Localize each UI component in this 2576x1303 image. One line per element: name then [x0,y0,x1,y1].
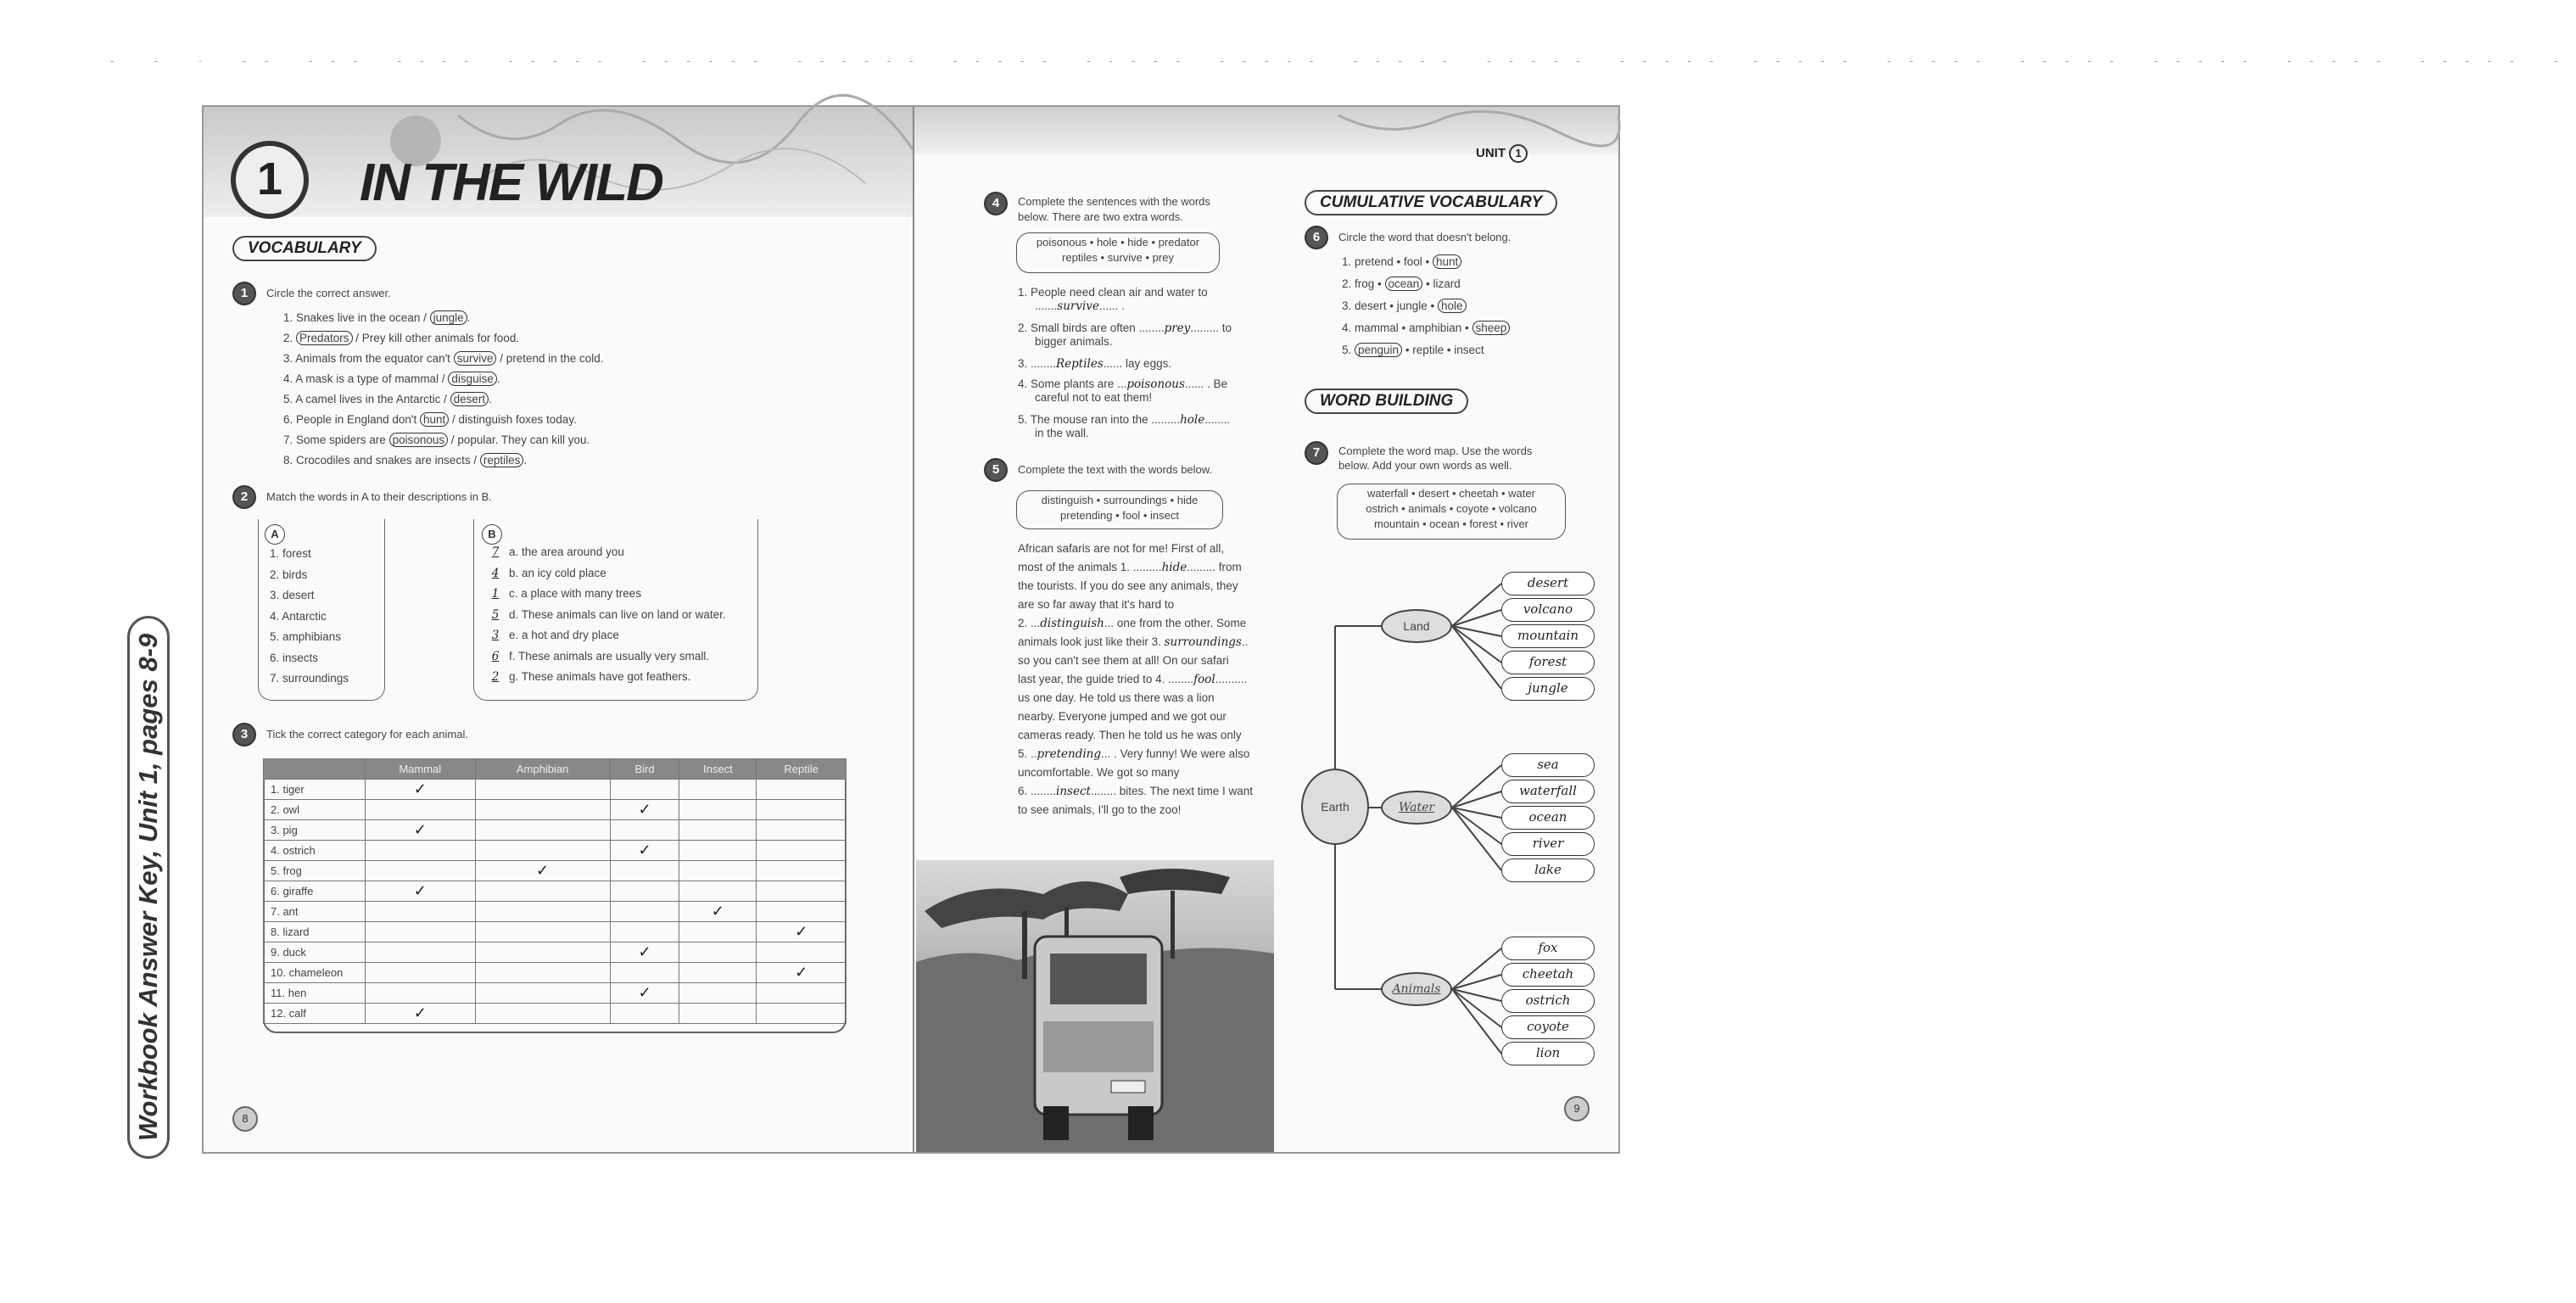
ex5-answer: fool [1193,673,1215,686]
category-cell [366,841,476,861]
category-cell [679,820,757,841]
ex1-item-text: / pretend in the cold. [496,352,604,365]
ex1-item [283,392,492,406]
category-cell: ✓ [366,881,476,902]
ex6-circled-answer: penguin [1355,343,1402,357]
ex1-item-text: 5. A camel lives in the Antarctic / [283,393,450,405]
ex1-item [283,433,590,447]
word-map-word: lake [1501,858,1595,882]
match-answer: 2 [491,670,500,684]
word-map-word: ocean [1501,806,1595,830]
table-row [264,861,847,881]
animal-name: 4. ostrich [264,841,366,861]
exercise-5-number: 5 [984,458,1008,482]
ex4-answer-1: .......survive...... . [1035,299,1125,313]
category-cell [366,922,476,942]
ex5-text: .. [1241,635,1249,648]
category-cell: ✓ [475,861,610,881]
match-answer: 5 [491,607,500,622]
ex5-text: the tourists. If you do see any animals, they [1018,579,1238,592]
column-a-item: 7. surroundings [270,672,349,685]
ex4-sentence-4: 4. Some plants are ...poisonous...... . Be [1018,377,1228,391]
ex5-text-line [1018,747,1249,762]
ex1-item [283,310,470,325]
word-map-word: coyote [1501,1015,1595,1039]
category-cell [757,780,847,800]
ex5-text: 6. ........ [1018,785,1057,797]
ex1-item-text: . [523,454,528,467]
exercise-2-instruction: Match the words in A to their descriptions in B. [266,490,492,503]
ex1-circled-answer: reptiles [480,453,524,467]
column-b-item [482,566,606,581]
category-cell: ✓ [610,841,679,861]
ex6-item-text: 3. desert • jungle • [1342,299,1439,312]
cumulative-vocabulary-heading: CUMULATIVE VOCABULARY [1305,190,1557,215]
category-cell [757,820,847,841]
category-cell [757,942,847,963]
ex1-circled-answer: disguise [448,372,497,386]
category-cell [366,963,476,983]
ex5-text: 2. ... [1018,617,1041,629]
word-map-word: fox [1501,937,1595,960]
category-cell [679,800,757,820]
ex6-circled-answer: hunt [1433,254,1461,269]
ex6-circled-answer: sheep [1472,321,1511,335]
ex4-sentence-2b: bigger animals. [1035,335,1113,348]
ex5-text-line [1018,784,1253,799]
category-cell [366,942,476,963]
column-b-item [482,628,619,643]
category-cell: ✓ [757,963,847,983]
category-cell [679,780,757,800]
category-cell: ✓ [679,902,757,922]
ex5-text-line [1018,691,1215,705]
match-description: e. a hot and dry place [509,629,619,641]
ex6-circled-answer: ocean [1385,277,1423,291]
match-description: f. These animals are usually very small. [509,649,710,663]
ex6-item-text: 1. pretend • fool • [1342,255,1433,268]
column-b-item [482,669,690,685]
unit-title: IN THE WILD [360,154,662,212]
category-cell: ✓ [366,1004,476,1024]
word-map-word: jungle [1501,677,1595,701]
table-header: Mammal [366,759,476,780]
word-map-word: forest [1501,651,1595,674]
ex5-text: to see animals, I'll go to the zoo! [1018,803,1182,816]
page-fold [913,107,914,1152]
ex5-text-line [1018,672,1247,687]
ex5-text: ... one from the other. Some [1104,617,1247,629]
ex6-item [1342,299,1467,313]
ex5-text: us one day. He told us there was a lion [1018,691,1215,704]
exercise-4-word-box: poisonous • hole • hide • predator reptiles • survive • prey [1016,232,1220,273]
table-row [264,841,847,861]
exercise-1-number: 1 [232,282,256,305]
category-cell: ✓ [366,820,476,841]
table-header: Insect [679,759,757,780]
category-cell [679,841,757,861]
category-cell [679,1004,757,1024]
category-cell [475,942,610,963]
word-map-word: volcano [1501,598,1595,622]
match-answer: 1 [491,587,500,601]
category-cell [475,800,610,820]
ex1-item-text: . [489,393,492,405]
animal-name: 10. chameleon [264,963,366,983]
ex1-item [283,412,577,427]
ex1-item-text: . [496,372,500,385]
word-map-connector [1452,948,1501,989]
word-building-heading: WORD BUILDING [1305,389,1468,414]
category-cell [757,881,847,902]
word-map-root: Earth [1301,769,1369,845]
category-cell [475,820,610,841]
exercise-6-instruction: Circle the word that doesn't belong. [1338,231,1512,243]
category-cell [679,963,757,983]
ex5-text-line [1018,541,1224,556]
category-cell [610,820,679,841]
exercise-7-instruction-1: Complete the word map. Use the words [1338,445,1533,457]
word-map-word: sea [1501,753,1595,777]
table-row [264,942,847,963]
ex5-text-line [1018,728,1242,742]
category-cell [757,841,847,861]
ex5-text: cameras ready. Then he told us he was only [1018,729,1242,741]
ex5-text-line [1018,560,1242,575]
ex5-text: animals look just like their 3. [1018,635,1165,648]
animal-name: 3. pig [264,820,366,841]
category-cell: ✓ [366,780,476,800]
exercise-4-instruction-2: below. There are two extra words. [1018,210,1183,223]
ex5-answer: pretending [1037,747,1102,761]
ex1-item [283,453,527,467]
table-row [264,963,847,983]
ex6-item-text: 2. frog • [1342,277,1385,290]
category-cell [679,942,757,963]
column-a-item: 3. desert [270,589,315,601]
exercise-5-word-box: distinguish • surroundings • hide pretending • fool • insect [1016,490,1223,529]
category-cell: ✓ [610,983,679,1004]
ex1-item-text: 4. A mask is a type of mammal / [283,372,449,385]
exercise-6-number: 6 [1305,226,1328,249]
exercise-7-word-box: waterfall • desert • cheetah • water ostrich • animals • coyote • volcano mountain • ocean • forest • river [1337,484,1566,540]
word-map-animals-node: Animals [1381,972,1452,1006]
ex6-item [1342,321,1510,335]
ex4-sentence-2: 2. Small birds are often ........prey......... to [1018,322,1232,335]
animal-name: 5. frog [264,861,366,881]
column-b-item [482,607,726,623]
word-map-word: desert [1501,572,1595,596]
category-cell [610,1004,679,1024]
animal-name: 2. owl [264,800,366,820]
ex1-item [283,351,604,366]
table-row [264,1004,847,1024]
ex5-text-line [1018,579,1238,593]
column-b-item [482,586,641,601]
ex5-text: 5. .. [1018,747,1037,760]
ex6-item [1342,277,1461,291]
ex5-text: nearby. Everyone jumped and we got our [1018,710,1227,723]
ex1-item [283,372,500,386]
unit-tag: UNIT 1 [1476,144,1528,163]
table-header: Bird [610,759,679,780]
category-cell [366,902,476,922]
exercise-5-instruction: Complete the text with the words below. [1018,463,1213,476]
ex1-item-text: 6. People in England don't [283,413,420,426]
category-cell [757,902,847,922]
ex6-item [1342,343,1484,357]
animal-name: 1. tiger [264,780,366,800]
match-answer: 6 [491,649,500,663]
category-cell [475,780,610,800]
category-cell [610,902,679,922]
ex5-text: ........ bites. The next time I want [1090,785,1254,797]
ex6-item-text: 5. [1342,344,1355,356]
exercise-7-number: 7 [1305,441,1328,465]
animal-category-table-frame [263,758,847,1033]
category-cell [475,902,610,922]
ex5-text: last year, the guide tried to 4. ........ [1018,673,1194,685]
table-header [264,759,366,780]
ex5-text-line [1018,597,1174,612]
category-cell [475,841,610,861]
word-map-water-node: Water [1381,791,1452,825]
ex1-circled-answer: survive [454,351,497,366]
ex5-answer: insect [1056,785,1091,798]
animal-name: 9. duck [264,942,366,963]
vocabulary-heading: VOCABULARY [232,236,377,261]
ex1-item-text: 3. Animals from the equator can't [283,352,454,365]
word-map-connector [1452,975,1501,989]
animal-name: 12. calf [264,1004,366,1024]
table-row [264,881,847,902]
ex5-text-line [1018,765,1179,780]
safari-van-illustration [916,860,1274,1152]
match-description: g. These animals have got feathers. [509,670,691,683]
category-cell [757,1004,847,1024]
ex6-circled-answer: hole [1438,299,1467,313]
ex4-sentence-3: 3. ........Reptiles...... lay eggs. [1018,357,1172,371]
category-cell [610,861,679,881]
safari-photo [916,860,1274,1152]
table-header: Reptile [757,759,847,780]
ex5-text-line [1018,616,1246,631]
ex5-text: uncomfortable. We got so many [1018,766,1180,779]
match-answer: 4 [491,566,500,580]
ex1-item [283,331,519,345]
column-a-item: 6. insects [270,651,319,664]
word-map-connector [1452,610,1501,626]
ex5-text: .......... [1215,673,1248,685]
category-cell [610,922,679,942]
ex5-text: African safaris are not for me! First of all, [1018,542,1225,555]
ex5-text-line [1018,709,1227,724]
match-answer: 3 [491,629,500,642]
ex1-item-text: / distinguish foxes today. [449,413,577,426]
animal-name: 8. lizard [264,922,366,942]
match-description: a. the area around you [509,545,624,558]
category-cell [366,983,476,1004]
category-cell [475,963,610,983]
ex1-item-text: / popular. They can kill you. [448,433,590,446]
category-cell [366,800,476,820]
exercise-3-instruction: Tick the correct category for each animal. [266,728,468,741]
exercise-1-instruction: Circle the correct answer. [266,287,391,299]
exercise-3-number: 3 [232,723,256,747]
animal-name: 7. ant [264,902,366,922]
ex5-text: ... . Very funny! We were also [1101,747,1250,760]
column-a-item: 4. Antarctic [270,609,327,623]
column-b-label: B [482,524,502,545]
category-cell [679,861,757,881]
word-map-connector [1452,765,1501,808]
ex5-answer: hide [1161,561,1187,574]
page-number-right: 9 [1564,1096,1590,1121]
column-b-item [482,545,624,560]
category-cell [757,800,847,820]
category-cell [475,983,610,1004]
ex4-sentence-1: 1. People need clean air and water to [1018,286,1208,299]
ex1-item-text: 8. Crocodiles and snakes are insects / [283,454,480,467]
column-b-item [482,649,709,664]
side-label: Workbook Answer Key, Unit 1, pages 8-9 [127,616,170,1159]
ex5-text: are so far away that it's hard to [1018,598,1175,611]
ex1-item-text: / Prey kill other animals for food. [352,332,520,344]
category-cell: ✓ [610,942,679,963]
ex5-answer: surroundings [1164,635,1242,649]
ex5-text: ......... from [1187,561,1242,573]
column-a-label: A [265,524,285,545]
match-description: d. These animals can live on land or water. [509,607,726,621]
table-row [264,800,847,820]
ex1-circled-answer: Predators [296,331,353,345]
category-cell [475,922,610,942]
ex4-sentence-5: 5. The mouse ran into the .........hole........ [1018,413,1231,427]
ex6-item-text: 4. mammal • amphibian • [1342,322,1472,334]
table-row [264,780,847,800]
category-cell: ✓ [610,800,679,820]
scanner-marks: - - · -- --- ---- ----- ------ ------ ----- ----- ----- ----- ----- ----- ----- ----- ----- ----- ----- ----- - [110,54,2576,67]
category-cell [757,861,847,881]
match-description: c. a place with many trees [509,587,642,600]
match-description: b. an icy cold place [509,566,606,579]
category-cell [366,861,476,881]
table-row [264,820,847,841]
exercise-7-instruction-2: below. Add your own words as well. [1338,459,1512,472]
category-cell [475,1004,610,1024]
ex1-item-text: 7. Some spiders are [283,433,389,446]
column-a-item: 1. forest [270,547,311,560]
column-a-item: 2. birds [270,568,308,581]
category-cell: ✓ [757,922,847,942]
category-cell [679,983,757,1004]
animal-name: 11. hen [264,983,366,1004]
category-cell [610,963,679,983]
ex6-item-text: • reptile • insect [1402,344,1484,356]
ex1-item-text: 2. [283,332,297,344]
word-map-word: cheetah [1501,963,1595,987]
ex6-item [1342,254,1461,269]
ex1-circled-answer: hunt [420,412,449,427]
ex4-sentence-4b: careful not to eat them! [1035,391,1153,404]
category-cell [475,881,610,902]
table-row [264,983,847,1004]
ex1-item-text: 1. Snakes live in the ocean / [283,311,430,324]
page-number-left: 8 [232,1106,258,1132]
ex1-circled-answer: poisonous [389,433,449,447]
ex5-text: so you can't see them at all! On our safari [1018,654,1229,667]
category-cell [679,881,757,902]
ex5-answer: distinguish [1040,617,1104,630]
animal-name: 6. giraffe [264,881,366,902]
exercise-2-number: 2 [232,485,256,509]
ex6-item-text: • lizard [1422,277,1461,290]
exercise-4-instruction-1: Complete the sentences with the words [1018,195,1210,208]
match-answer: 7 [491,545,500,559]
category-cell [757,983,847,1004]
word-map-word: ostrich [1501,989,1595,1013]
ex1-circled-answer: jungle [430,310,467,325]
animal-category-table [263,758,847,1024]
word-map-word: lion [1501,1042,1595,1065]
unit-number-badge: 1 [231,141,309,219]
column-a-item: 5. amphibians [270,630,342,643]
ex5-text-line [1018,653,1229,668]
category-cell [610,881,679,902]
exercise-4-number: 4 [984,192,1008,215]
ex5-text: most of the animals 1. ......... [1018,561,1162,573]
word-map-word: waterfall [1501,780,1595,803]
word-map-word: mountain [1501,624,1595,648]
table-header: Amphibian [475,759,610,780]
word-map-connector [1452,791,1501,808]
ex5-text-line [1018,635,1248,650]
ex1-circled-answer: desert [450,392,489,406]
category-cell [610,780,679,800]
table-row [264,922,847,942]
ex1-item-text: . [467,311,471,324]
ex5-text-line [1018,802,1181,817]
word-map-land-node: Land [1381,609,1452,643]
ex4-sentence-5b: in the wall. [1035,427,1089,439]
table-row [264,902,847,922]
word-map-word: river [1501,832,1595,856]
word-map-connector [1452,584,1501,626]
category-cell [679,922,757,942]
